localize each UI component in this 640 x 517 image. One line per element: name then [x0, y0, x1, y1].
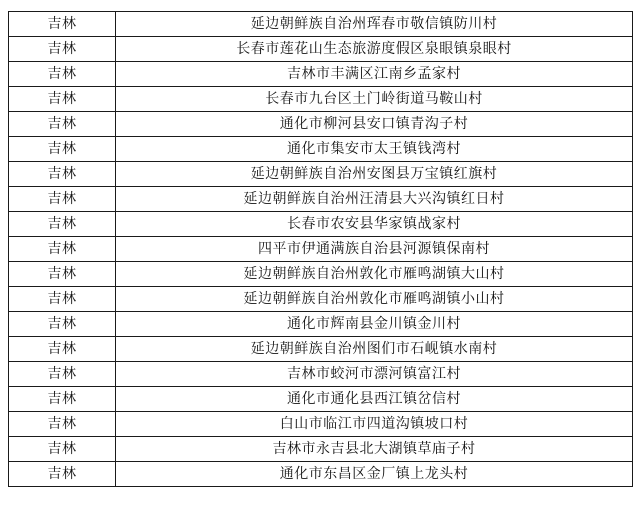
village-cell: 长春市莲花山生态旅游度假区泉眼镇泉眼村 [116, 37, 633, 62]
province-cell: 吉林 [9, 262, 116, 287]
village-cell: 延边朝鲜族自治州图们市石岘镇水南村 [116, 337, 633, 362]
table-row [9, 437, 633, 462]
province-cell: 吉林 [9, 137, 116, 162]
province-cell: 吉林 [9, 112, 116, 137]
province-cell: 吉林 [9, 237, 116, 262]
table-row [9, 12, 633, 37]
village-cell: 长春市九台区土门岭街道马鞍山村 [116, 87, 633, 112]
village-cell: 通化市通化县西江镇岔信村 [116, 387, 633, 412]
province-cell: 吉林 [9, 87, 116, 112]
village-cell: 延边朝鲜族自治州安图县万宝镇红旗村 [116, 162, 633, 187]
table-row [9, 187, 633, 212]
province-cell: 吉林 [9, 337, 116, 362]
table-row [9, 237, 633, 262]
table-row [9, 462, 633, 487]
province-cell: 吉林 [9, 212, 116, 237]
table-row [9, 337, 633, 362]
province-cell: 吉林 [9, 62, 116, 87]
table-row [9, 37, 633, 62]
village-cell: 延边朝鲜族自治州敦化市雁鸣湖镇大山村 [116, 262, 633, 287]
table-row [9, 262, 633, 287]
table-row [9, 287, 633, 312]
village-cell: 四平市伊通满族自治县河源镇保南村 [116, 237, 633, 262]
province-cell: 吉林 [9, 312, 116, 337]
village-cell: 延边朝鲜族自治州汪清县大兴沟镇红日村 [116, 187, 633, 212]
village-list-table [8, 11, 633, 487]
village-cell: 吉林市蛟河市漂河镇富江村 [116, 362, 633, 387]
province-cell: 吉林 [9, 162, 116, 187]
province-cell: 吉林 [9, 187, 116, 212]
table-row [9, 87, 633, 112]
table-row [9, 412, 633, 437]
province-cell: 吉林 [9, 37, 116, 62]
province-cell: 吉林 [9, 362, 116, 387]
table-row [9, 137, 633, 162]
village-cell: 延边朝鲜族自治州敦化市雁鸣湖镇小山村 [116, 287, 633, 312]
table-row [9, 312, 633, 337]
province-cell: 吉林 [9, 412, 116, 437]
table-row [9, 212, 633, 237]
village-cell: 通化市东昌区金厂镇上龙头村 [116, 462, 633, 487]
province-cell: 吉林 [9, 12, 116, 37]
village-cell: 白山市临江市四道沟镇坡口村 [116, 412, 633, 437]
village-cell: 通化市集安市太王镇钱湾村 [116, 137, 633, 162]
province-cell: 吉林 [9, 437, 116, 462]
table-row [9, 362, 633, 387]
village-cell: 吉林市丰满区江南乡孟家村 [116, 62, 633, 87]
village-cell: 延边朝鲜族自治州珲春市敬信镇防川村 [116, 12, 633, 37]
village-cell: 吉林市永吉县北大湖镇草庙子村 [116, 437, 633, 462]
table-body [9, 12, 633, 487]
province-cell: 吉林 [9, 462, 116, 487]
table-row [9, 162, 633, 187]
village-cell: 通化市辉南县金川镇金川村 [116, 312, 633, 337]
province-cell: 吉林 [9, 287, 116, 312]
village-cell: 长春市农安县华家镇战家村 [116, 212, 633, 237]
province-cell: 吉林 [9, 387, 116, 412]
village-cell: 通化市柳河县安口镇青沟子村 [116, 112, 633, 137]
table-row [9, 387, 633, 412]
table-row [9, 62, 633, 87]
table-row [9, 112, 633, 137]
village-list-table-container [8, 11, 632, 487]
